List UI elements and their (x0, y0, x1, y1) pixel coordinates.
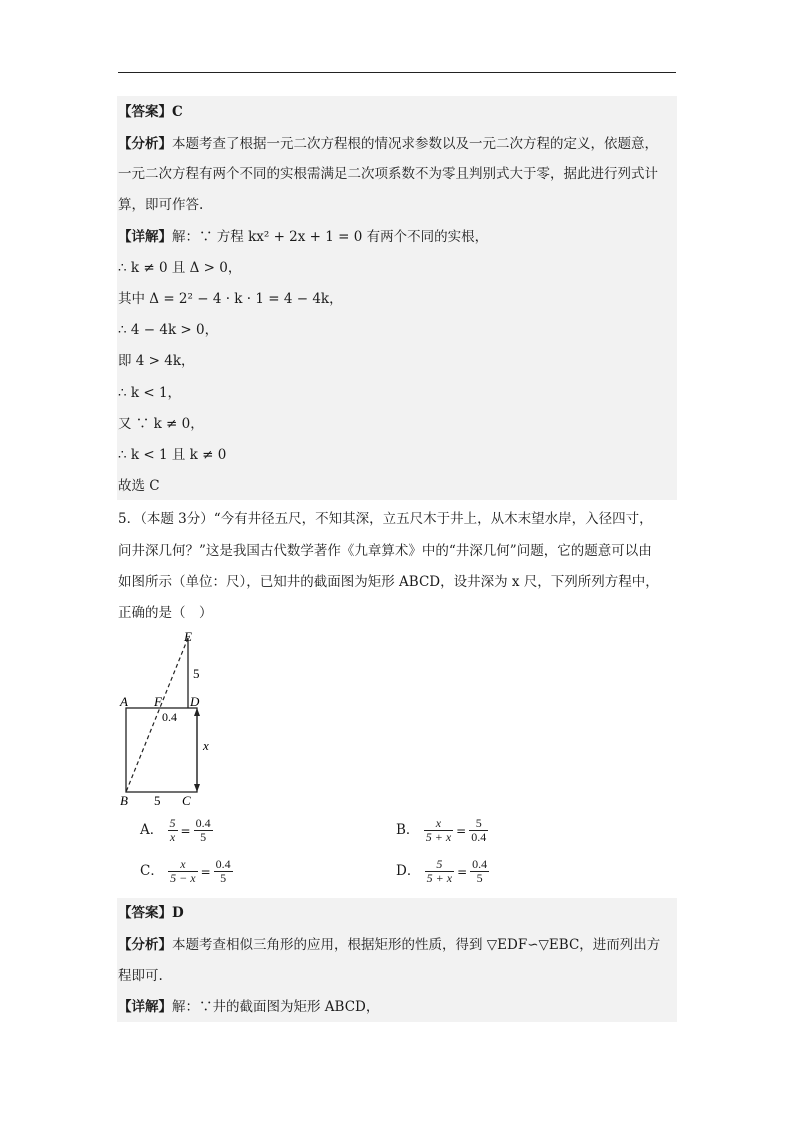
fraction-right: $\frac{0.4}{5}$ (472, 857, 488, 885)
q4-analysis-line-3: 算，即可作答. (118, 197, 204, 213)
q4-step-3: ∴ 4 − 4k > 0， (118, 322, 219, 338)
analysis-text: 本题考查了根据一元二次方程根的情况求参数以及一元二次方程的定义，依题意， (172, 136, 658, 152)
equals-sign: = (200, 864, 211, 879)
option-b[interactable] (396, 817, 488, 844)
analysis-tag: 【分析】 (118, 136, 172, 152)
fraction-left: $\frac{5}{x}$ (169, 816, 176, 844)
q5-text-line-2: 问井深几何？”这是我国古代数学著作《九章算术》中的“井深几何”问题，它的题意可以由 (118, 543, 652, 559)
option-c[interactable] (140, 858, 233, 885)
label-D: D (190, 694, 200, 709)
fraction-right: $\frac{0.4}{5}$ (195, 816, 211, 844)
analysis-text: 本题考查相似三角形的应用，根据矩形的性质，得到 ▽EDF∽▽EBC，进而列出方 (172, 937, 661, 953)
header-rule (118, 72, 676, 73)
q5-text-line-1: 5．（本题 3分）“今有井径五尺，不知其深，立五尺木于井上，从木末望水岸，入径四寸， (118, 511, 653, 527)
q4-analysis-line-2: 一元二次方程有两个不同的实根需满足二次项系数不为零且判别式大于零，据此进行列式计 (118, 166, 658, 182)
q4-step-1: ∴ k ≠ 0 且 Δ > 0， (118, 260, 242, 276)
option-d[interactable] (396, 858, 489, 885)
option-letter: A． (140, 822, 164, 838)
label-A: A (120, 694, 128, 709)
q4-step-7: ∴ k < 1 且 k ≠ 0 (118, 447, 227, 463)
arrow-down-icon (194, 784, 200, 792)
well-diagram (112, 628, 252, 808)
detail-tag: 【详解】 (118, 229, 172, 245)
q5-answer: 【答案】D (118, 905, 184, 921)
q4-detail-line-1 (118, 229, 488, 245)
fraction-left: $\frac{x}{5 + x}$ (425, 816, 452, 844)
label-C: C (182, 793, 191, 808)
fraction-right: $\frac{5}{0.4}$ (471, 816, 487, 844)
label-B: B (120, 793, 128, 808)
label-5-ED: 5 (193, 666, 200, 681)
sight-line (126, 638, 188, 792)
analysis-tag: 【分析】 (118, 937, 172, 953)
q4-step-4: 即 4 > 4k， (118, 353, 195, 369)
detail-text: 解：∵ 方程 kx² + 2x + 1 = 0 有两个不同的实根， (172, 229, 489, 245)
arrow-up-icon (194, 708, 200, 716)
equals-sign: = (456, 823, 467, 838)
q4-step-2: 其中 Δ = 2² − 4 · k · 1 = 4 − 4k， (118, 291, 343, 307)
detail-text: 解：∵井的截面图为矩形 ABCD， (172, 999, 380, 1015)
fraction-right: $\frac{0.4}{5}$ (215, 857, 231, 885)
q4-step-6: 又 ∵ k ≠ 0， (118, 416, 204, 432)
option-letter: C． (140, 863, 164, 879)
q5-text-line-3: 如图所示（单位：尺），已知井的截面图为矩形 ABCD，设井深为 x 尺，下列所列方程中， (118, 574, 659, 590)
label-5-BC: 5 (154, 793, 161, 808)
q4-analysis-line-1 (118, 136, 658, 152)
q5-analysis-line-2: 程即可. (118, 968, 163, 984)
label-x: x (203, 738, 209, 753)
label-0.4: 0.4 (162, 710, 177, 724)
option-letter: D． (396, 863, 421, 879)
label-F: F (154, 694, 162, 709)
equals-sign: = (180, 823, 191, 838)
fraction-left: $\frac{x}{5 - x}$ (170, 857, 196, 885)
q4-answer: 【答案】C (118, 104, 183, 120)
q5-analysis-line-1 (118, 937, 660, 953)
fraction-left: $\frac{5}{5 + x}$ (426, 857, 453, 885)
q4-step-5: ∴ k < 1， (118, 385, 182, 401)
q5-text-line-4: 正确的是（ ） (118, 605, 213, 621)
detail-tag: 【详解】 (118, 999, 172, 1015)
q5-detail-line-1 (118, 999, 379, 1015)
equals-sign: = (457, 864, 468, 879)
q4-step-8: 故选 C (118, 478, 160, 494)
option-letter: B． (396, 822, 420, 838)
label-E: E (184, 629, 192, 644)
option-a[interactable] (140, 817, 213, 844)
